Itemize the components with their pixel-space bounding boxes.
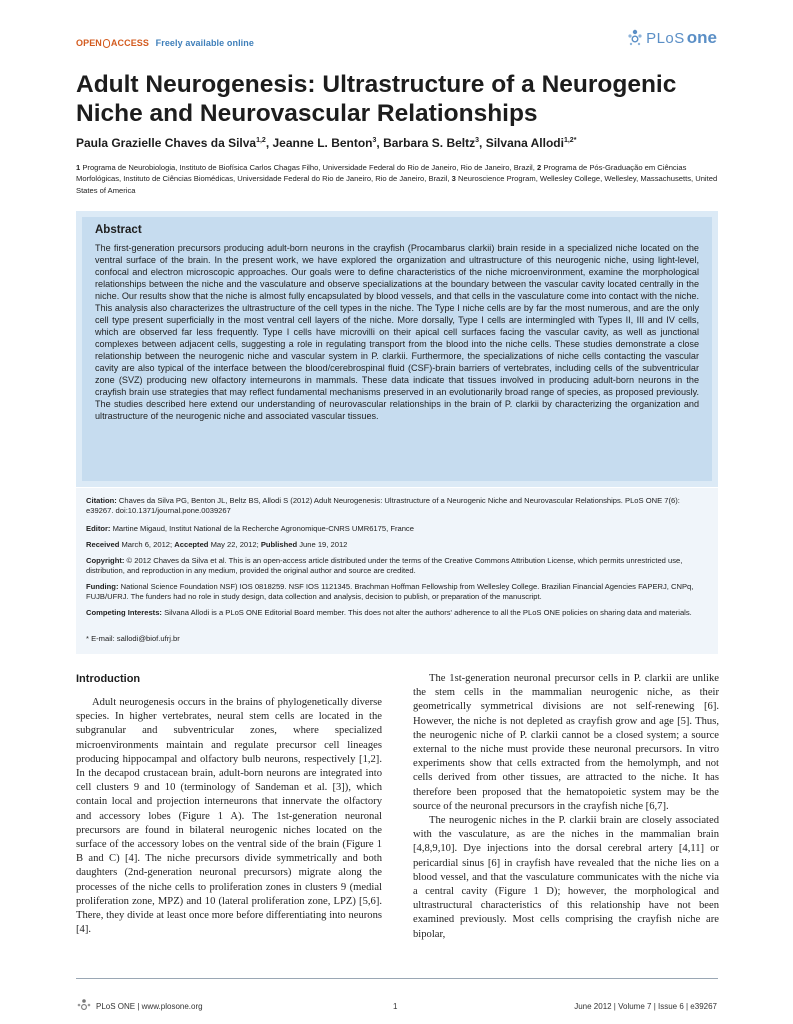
plos-one-logo (627, 26, 717, 50)
competing-interests-text: Silvana Allodi is a PLoS ONE Editorial Board member. This does not alter the authors' adherence to all the PLoS ONE policies on sharing data and materials. (164, 608, 692, 617)
citation-label: Citation: (86, 496, 117, 505)
abstract-body: The first-generation precursors producing adult-born neurons in the crayfish (Procambarus clarkii) brain reside in a specialized niche located on the ventral surface of the brain. In the present work, we have explored the organization and ultrastructure of this neurogenic niche, using light-level, confocal and electron microscopic approaches. Our goals were to define characteristics of the niche microenvironment, examine the morphological relationships between the niche and the vasculature and observe specializations at the boundary between the vascular cavity located centrally in the niche. Our results show that the niche is almost fully encapsulated by blood vessels, and that cells in the vasculature come into contact with the niche. This analysis also characterizes the ultrastructure of the cell types in the niche. The Type I niche cells are by far the most numerous, and are the only cell type present superficially in the most ventral cell layers of the niche. More dorsally, Type I cells are intermingled with Types II, III and IV cells, which are observed far less frequently. Type I cells have microvilli on their apical cell surfaces facing the vascular cavity, as well as junctional complexes between adjacent cells, suggesting a role in regulating transport from the blood into the niche cells. These studies demonstrate a close relationship between the neurogenic niche and vascular system in P. clarkii. Furthermore, the specializations of niche cells contacting the vascular cavity are also typical of the interface between the blood/cerebrospinal fluid (CSF)-brain barriers of vertebrates, including cells of the subventricular zone (SVZ) producing new olfactory interneurons in mammals. These data indicate that tissues involved in producing adult-born neurons in the crayfish brain use strategies that may reflect fundamental mechanisms preserved in an evolutionarily broad range of species, as proposed previously. The studies described here extend our understanding of neurovascular relationships in the brain of P. clarkii by characterizing the organization and ultrastructure of the neurogenic niche and associated vascular tissues. (95, 243, 699, 421)
paragraph: The 1st-generation neuronal precursor cells in P. clarkii are unlike the stem cells in the mammalian neurogenic niche, as their geometrically symmetrical divisions are not self-renewing [6]. However, the niche is not depleted as crayfish grow and age [5]. Thus, the neurogenic niche of P. clarkii cannot be a closed system; a source external to the niche must provide these neuronal precursors. In vitro experiments show that cells extracted from the hemolymph, and not cells derived from other tissues, are attracted to the niche. It has therefore been proposed that the hematopoietic system may be the source of the neuronal precursors in the crayfish niche [6,7]. (413, 673, 719, 812)
funding-block (86, 582, 706, 602)
author-name: Jeanne L. Benton (272, 136, 373, 150)
published-label: Published (260, 540, 298, 549)
access-label: ACCESS (110, 38, 150, 48)
editor-text: Martine Migaud, Institut National de la Recherche Agronomique-CNRS UMR6175, France (112, 524, 414, 533)
plos-logo-dots-icon (627, 28, 643, 48)
paragraph: The neurogenic niches in the P. clarkii brain are closely associated with the vasculature, as are the niches in the mammalian brain [4,8,9,10]. Dye injections into the dorsal cerebral artery [4,11] or pericardial sinus [6] in crayfish have revealed that the niche lies on a blood vessel, and that the vasculature communicates with the niche via a central cavity (Figure 1 D); however, the morphological and ultrastructural characteristics of this relationship have not been examined previously. Most cells comprising the crayfish niche are bipolar, (413, 815, 719, 940)
author-list: Paula Grazielle Chaves da Silva$^{1,2}$, Jeanne L. Benton$^3$, Barbara S. Beltz$^3$, Silvana Allodi$^{1,2*}$ (76, 136, 577, 150)
introduction-heading: Introduction (76, 673, 141, 685)
author-name: Paula Grazielle Chaves da Silva (76, 136, 257, 150)
editor-label: Editor: (86, 524, 111, 533)
author-superscript: 1,2 (256, 137, 266, 144)
funding-text: National Science Foundation NSF) IOS 0818259. NSF IOS 1121345. Brachman Hoffman Fellowship from Wellesley College. Brazilian Financial Agencies FAPERJ, CNPq, FUJB/UFRJ. The funders had no role in study design, data collection and analysis, decision to publish, or preparation of the manuscript. (86, 582, 694, 602)
footer-issue: June 2012 | Volume 7 | Issue 6 | e39267 (574, 1002, 717, 1011)
affiliation-number: 3 (451, 174, 456, 184)
affiliation-number: 2 (536, 163, 542, 172)
affiliation-number: 1 (76, 163, 81, 172)
copyright-block (86, 556, 706, 576)
accepted-label: Accepted (174, 540, 209, 549)
email-line: * E-mail: sallodi@biof.ufrj.br (86, 634, 180, 643)
article-title: Adult Neurogenesis: Ultrastructure of a Neurogenic Niche and Neurovascular Relationships (76, 71, 677, 127)
page-number: 1 (393, 1002, 398, 1011)
accepted-date: May 22, 2012; (210, 540, 259, 549)
received-label: Received (86, 540, 120, 549)
author-name: Silvana Allodi (485, 136, 564, 150)
free-available-label: Freely available online (155, 38, 254, 48)
competing-interests-label: Competing Interests: (86, 608, 162, 617)
funding-label: Funding: (86, 582, 119, 591)
received-date: March 6, 2012; (121, 540, 173, 549)
author-superscript: 3 (372, 137, 377, 144)
abstract-heading: Abstract (95, 224, 142, 236)
editor-block (86, 524, 706, 534)
citation-block (86, 496, 706, 516)
affiliation-text: Programa de Pós-Graduação em Ciências Morfológicas, Instituto de Ciências Biomédicas, Universidade Federal do Rio de Janeiro, Rio de Janeiro, Brazil, (76, 163, 687, 184)
affiliations (76, 162, 718, 196)
paragraph: Adult neurogenesis occurs in the brains of phylogenetically diverse species. In higher vertebrates, neural stem cells are located in the subgranular and subventricular zones, where specialized microenvironments maintain and regulate precursor cell lineages producing hippocampal and olfactory bulb neurons, respectively [1,2]. In the decapod crustacean brain, adult-born neurons are integrated into cell clusters 9 and 10 (terminology of Sandeman et al. [3]), which contain local and projection interneurons that innervate the olfactory and accessory lobes (Figure 1 A). The 1st-generation neuronal precursors are found in bilateral neurogenic niches located on the surface of the accessory lobes on the ventral side of the brain (Figure 1 B and C) [4]. The niche precursors divide symmetrically and both daughters (2nd-generation neuronal precursors) migrate along the processes of the niche cells to proliferation zones in clusters 9 (medial proliferation zone, MPZ) and 10 (lateral proliferation zone, LPZ) [5,6]. There, they divide at least once more before differentiating into neurons [4]. (76, 697, 382, 936)
competing-interests-block (86, 608, 706, 618)
citation-text: Chaves da Silva PG, Benton JL, Beltz BS, Allodi S (2012) Adult Neurogenesis: Ultrastructure of a Neurogenic Niche and Neurovascular Relationships. PLoS ONE 7(6): e39267. doi:10.1371/journal.pone.0039267 (86, 496, 680, 516)
author-name: Barbara S. Beltz (383, 136, 476, 150)
right-column (413, 672, 719, 942)
dates-block (86, 540, 706, 550)
footer-journal: PLoS ONE | www.plosone.org (96, 1002, 203, 1011)
copyright-text: © 2012 Chaves da Silva et al. This is an open-access article distributed under the terms of the Creative Commons Attribution License, which permits unrestricted use, distribution, and reproduction in any medium, provided the original author and source are credited. (86, 556, 683, 576)
published-date: June 19, 2012 (299, 540, 348, 549)
footer-divider (76, 978, 718, 979)
open-access-banner (76, 38, 254, 48)
logo-plos-text: PLoS (646, 29, 685, 47)
author-superscript: 1,2* (563, 137, 577, 144)
plos-footer-logo-icon (76, 998, 92, 1012)
copyright-label: Copyright: (86, 556, 125, 565)
open-access-lock-icon (103, 39, 110, 48)
open-label: OPEN (76, 38, 102, 48)
affiliation-text: Neuroscience Program, Wellesley College, Wellesley, Massachusetts, United States of America (76, 174, 718, 195)
author-superscript: 3 (475, 137, 480, 144)
affiliation-text: Programa de Neurobiologia, Instituto de Biofísica Carlos Chagas Filho, Universidade Federal do Rio de Janeiro, Rio de Janeiro, Brazil, (82, 163, 535, 172)
logo-one-text: one (686, 28, 717, 47)
left-column (76, 696, 382, 937)
